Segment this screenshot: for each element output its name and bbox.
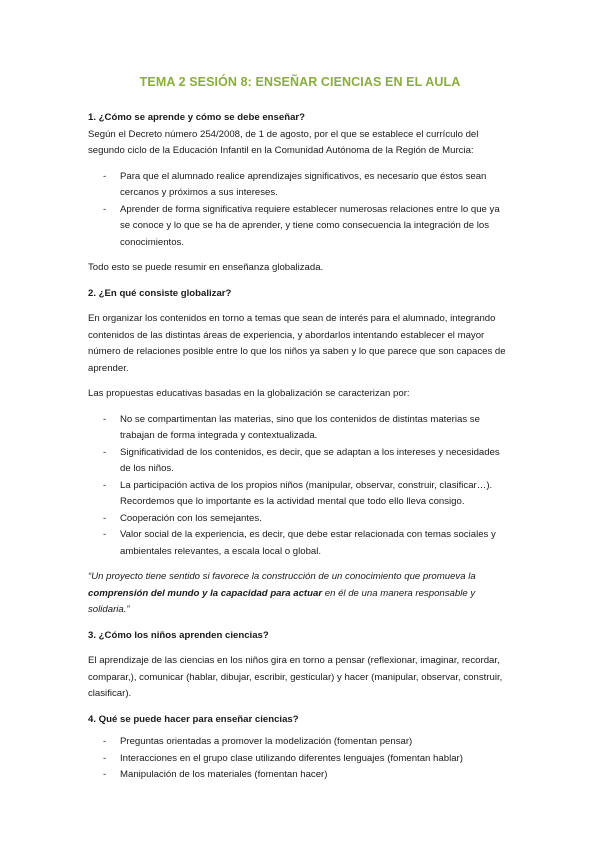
list-item: - Para que el alumnado realice aprendizajes significativos, es necesario que éstos sean cercanos y próximos a sus intereses. [88,169,512,202]
section-2-list [88,412,512,561]
quote-paragraph [88,569,512,619]
list-item: - Manipulación de los materiales (fomentan hacer) [88,767,512,784]
section-4-list [88,734,512,784]
section-1-intro: Según el Decreto número 254/2008, de 1 de agosto, por el que se establece el currículo del segundo ciclo de la Educación Infantil en la Comunidad Autónoma de la Región de Murcia: [88,128,479,156]
section-1-summary: Todo esto se puede resumir en enseñanza globalizada. [88,262,324,273]
quote-emphasis: comprensión del mundo y la capacidad para actuar [88,587,323,599]
section-1-list [88,169,512,252]
document-title: TEMA 2 SESIÓN 8: ENSEÑAR CIENCIAS EN EL AULA [139,75,461,89]
quote-part-1: “Un proyecto tiene sentido si favorece la construcción de un conocimiento que promueva la [88,571,476,582]
section-1-heading: 1. ¿Cómo se aprende y cómo se debe enseñar? [88,112,305,123]
list-item: - Cooperación con los semejantes. [88,511,512,528]
list-item: - Preguntas orientadas a promover la modelización (fomentan pensar) [88,734,512,751]
list-item: - La participación activa de los propios niños (manipular, observar, construir, clasificar…). Recordemos que lo importante es la actividad mental que todo ello lleva consigo. [88,478,512,511]
list-item: - Valor social de la experiencia, es decir, que debe estar relacionada con temas sociales y ambientales relevantes, a escala local o global. [88,527,512,560]
section-2-heading: 2. ¿En qué consiste globalizar? [88,287,232,299]
list-item: - Aprender de forma significativa requiere establecer numerosas relaciones entre lo que ya se conoce y lo que se ha de aprender, y tiene como consecuencia la integración de los conocimientos. [88,202,512,252]
list-item: - Significatividad de los contenidos, es decir, que se adaptan a los intereses y necesidades de los niños. [88,445,512,478]
section-4-heading: 4. Qué se puede hacer para enseñar ciencias? [88,713,299,725]
list-item: - No se compartimentan las materias, sino que los contenidos de distintas materias se trabajan de forma integrada y contextualizada. [88,412,512,445]
section-2-paragraph-1: En organizar los contenidos en torno a temas que sean de interés para el alumnado, integrando contenidos de las distintas áreas de experiencia, y abordarlos intentando establecer el mayor número de relaciones posible entre lo que los niños ya saben y lo que parece que son capaces de aprender. [88,313,506,374]
section-3-heading: 3. ¿Cómo los niños aprenden ciencias? [88,629,269,641]
list-item: - Interacciones en el grupo clase utilizando diferentes lenguajes (fomentan hablar) [88,751,512,768]
quote-part-2: en él de una manera responsable y solidaria.” [88,587,476,615]
section-2-paragraph-2: Las propuestas educativas basadas en la globalización se caracterizan por: [88,388,410,399]
section-3-paragraph: El aprendizaje de las ciencias en los niños gira en torno a pensar (reflexionar, imaginar, recordar, comparar,), comunicar (hablar, dibujar, escribir, gesticular) y hacer (manipular, observar, construir, clasificar). [88,655,503,699]
